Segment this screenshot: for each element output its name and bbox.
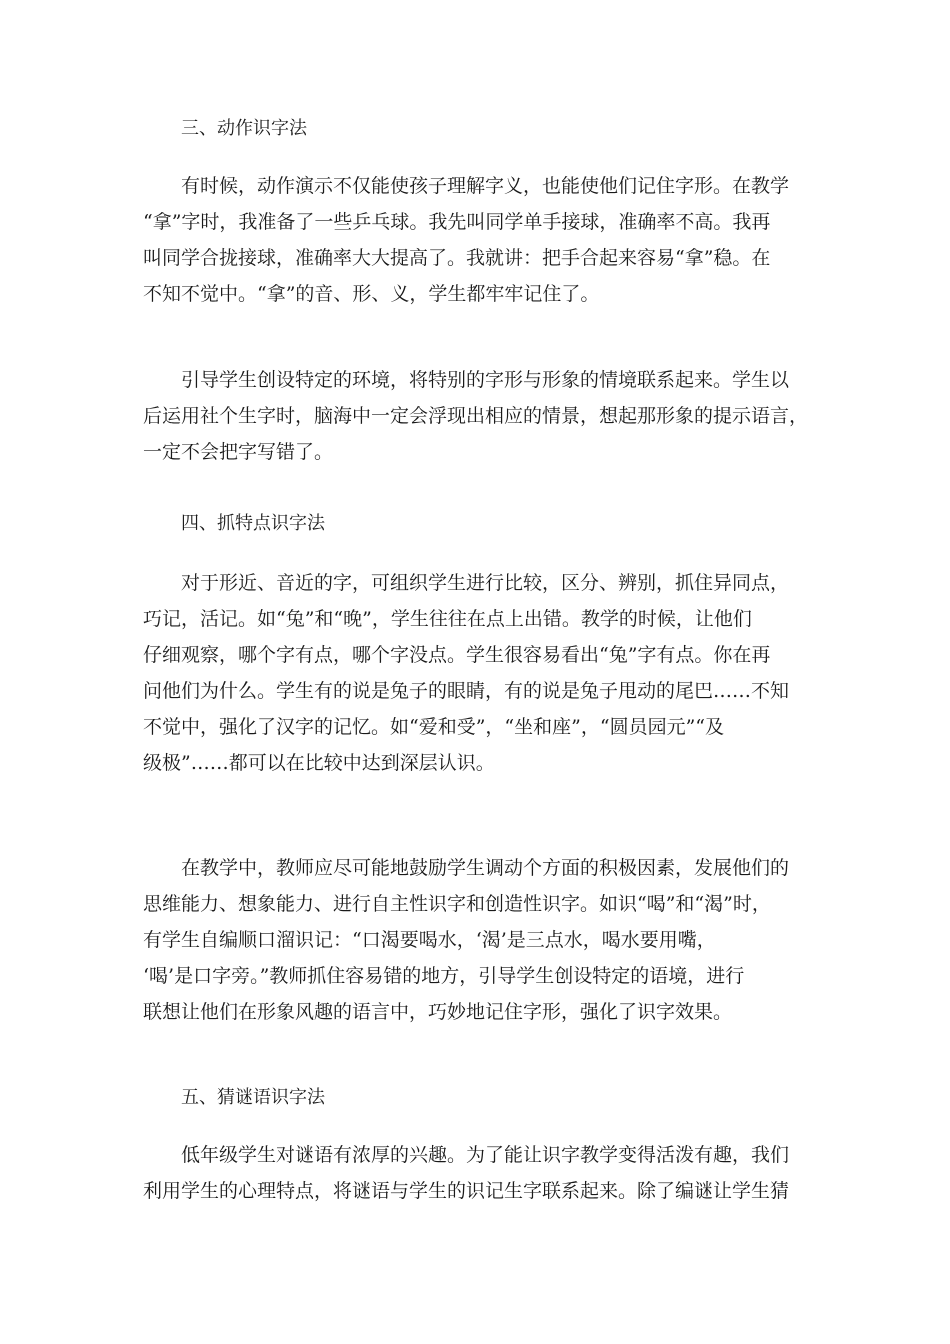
- text-line: 叫同学合拢接球，准确率大大提高了。我就讲：把手合起来容易“拿”稳。在: [143, 247, 771, 269]
- paragraph: [143, 1137, 808, 1209]
- text-line: 级极”……都可以在比较中达到深层认识。: [143, 752, 495, 774]
- paragraph: [143, 362, 808, 470]
- text-line: 引导学生创设特定的环境，将特别的字形与形象的情境联系起来。学生以: [181, 369, 790, 391]
- text-line: 问他们为什么。学生有的说是兔子的眼睛，有的说是兔子甩动的尾巴……不知: [143, 680, 790, 702]
- text-line: 一定不会把字写错了。: [143, 441, 334, 463]
- text-line: ‘喝’是口字旁。”教师抓住容易错的地方，引导学生创设特定的语境，进行: [143, 965, 745, 987]
- text-line: 对于形近、音近的字，可组织学生进行比较，区分、辨别，抓住异同点，: [181, 572, 790, 594]
- text-line: 有学生自编顺口溜识记：“口渴要喝水，‘渴’是三点水，喝水要用嘴，: [143, 929, 716, 951]
- text-line: 思维能力、想象能力、进行自主性识字和创造性识字。如识“喝”和“渴”时，: [143, 893, 771, 915]
- section-heading-3: 三、动作识字法: [181, 118, 307, 139]
- text-line: 联想让他们在形象风趣的语言中，巧妙地记住字形，强化了识字效果。: [143, 1001, 733, 1023]
- text-line: 不知不觉中。“拿”的音、形、义，学生都牢牢记住了。: [143, 283, 600, 305]
- section-heading-4: 四、抓特点识字法: [181, 513, 325, 534]
- paragraph: [143, 850, 808, 1030]
- text-line: 仔细观察，哪个字有点，哪个字没点。学生很容易看出“兔”字有点。你在再: [143, 644, 771, 666]
- section-heading-5: 五、猜谜语识字法: [181, 1087, 325, 1108]
- text-line: “拿”字时，我准备了一些乒乓球。我先叫同学单手接球，准确率不高。我再: [143, 211, 771, 233]
- text-line: 利用学生的心理特点，将谜语与学生的识记生字联系起来。除了编谜让学生猜: [143, 1180, 790, 1202]
- text-line: 巧记，活记。如“兔”和“晚”，学生往往在点上出错。教学的时候，让他们: [143, 608, 752, 630]
- paragraph: [143, 168, 808, 312]
- text-line: 低年级学生对谜语有浓厚的兴趣。为了能让识字教学变得活泼有趣，我们: [181, 1144, 790, 1166]
- text-line: 后运用社个生字时，脑海中一定会浮现出相应的情景，想起那形象的提示语言，: [143, 405, 809, 427]
- text-line: 在教学中，教师应尽可能地鼓励学生调动个方面的积极因素，发展他们的: [181, 857, 790, 879]
- text-line: 有时候，动作演示不仅能使孩子理解字义，也能使他们记住字形。在教学: [181, 175, 790, 197]
- text-line: 不觉中，强化了汉字的记忆。如“爱和受”，“坐和座”，“圆员园元”“及: [143, 716, 724, 738]
- paragraph: [143, 565, 808, 781]
